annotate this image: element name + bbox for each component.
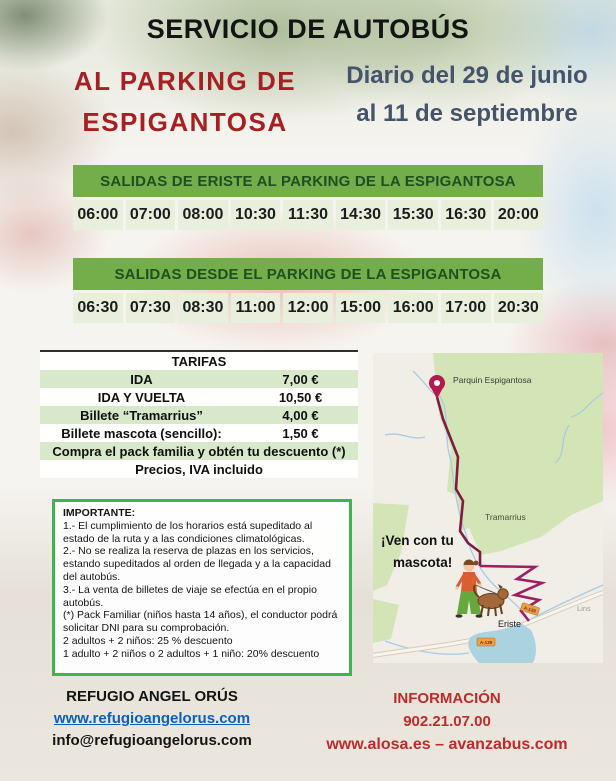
- time-cell: 07:00: [126, 200, 176, 230]
- important-line: (*) Pack Familiar (niños hasta 14 años), el conductor podrá solicitar DNI para su comprobación.: [63, 609, 338, 635]
- timetable-outbound-times: [73, 200, 543, 230]
- important-line: 3.- La venta de billetes de viaje se efectúa en el propio autobús.: [63, 583, 317, 609]
- time-cell: 06:00: [73, 200, 123, 230]
- important-line: 1 adulto + 2 niños o 2 adultos + 1 niño: 20% descuento: [63, 647, 320, 660]
- important-line: 1.- El cumplimiento de los horarios está supeditado al estado de la ruta y a las condiciones climatológicas.: [63, 519, 313, 545]
- important-line: 2.- No se realiza la reserva de plazas en los servicios, estando supeditados al orden de llegada y a la capacidad del autobús.: [63, 545, 331, 583]
- time-cell: 11:00: [231, 293, 281, 323]
- time-cell: 11:30: [283, 200, 333, 230]
- subtitle-line2: ESPIGANTOSA: [82, 107, 288, 137]
- map-label-parking: Parquin Espigantosa: [453, 375, 532, 385]
- tariffs-table: [40, 350, 358, 478]
- svg-text:A-139: A-139: [523, 605, 537, 614]
- timetable-return-header: SALIDAS DESDE EL PARKING DE LA ESPIGANTOSA: [73, 258, 543, 290]
- tariff-row: Billete mascota (sencillo): 1,50 €: [40, 424, 358, 442]
- svg-text:A-139: A-139: [479, 640, 493, 645]
- map-label-lins: Lins: [577, 604, 591, 613]
- time-cell: 15:00: [336, 293, 386, 323]
- mascota-slogan-line2: mascota!: [393, 555, 453, 570]
- important-title: IMPORTANTE:: [63, 507, 136, 519]
- subtitle-line1: AL PARKING DE: [73, 66, 297, 96]
- date-range: [328, 57, 606, 133]
- info-block: [307, 688, 587, 757]
- time-cell: 17:00: [441, 293, 491, 323]
- tariff-row: IDA Y VUELTA 10,50 €: [40, 388, 358, 406]
- map-label-eriste: Eriste: [498, 619, 522, 629]
- timetable-outbound: [73, 165, 543, 230]
- important-line: 2 adultos + 2 niños: 25 % descuento: [63, 634, 233, 647]
- time-cell: 08:00: [178, 200, 228, 230]
- page-title: SERVICIO DE AUTOBÚS: [146, 14, 470, 44]
- info-phone: 902.21.07.00: [403, 712, 491, 730]
- info-website: www.alosa.es – avanzabus.com: [326, 736, 568, 753]
- tariff-row: Billete “Tramarrius” 4,00 €: [40, 406, 358, 424]
- time-cell: 20:00: [494, 200, 544, 230]
- date-line1: Diario del 29 de junio: [346, 62, 588, 89]
- info-title: INFORMACIÓN: [393, 690, 501, 707]
- refuge-email: info@refugioangelorus.com: [52, 732, 252, 750]
- tariff-note-row: Precios, IVA incluido: [40, 460, 358, 478]
- timetable-outbound-header: SALIDAS DE ERISTE AL PARKING DE LA ESPIGANTOSA: [73, 165, 543, 197]
- time-cell: 14:30: [336, 200, 386, 230]
- route-map: [373, 353, 603, 663]
- refuge-name: REFUGIO ANGEL ORÚS: [66, 688, 238, 705]
- mascota-slogan-line1: ¡Ven con tu: [381, 533, 454, 548]
- timetable-return-times: [73, 293, 543, 323]
- time-cell: 12:00: [283, 293, 333, 323]
- subtitle-red: [40, 61, 330, 143]
- time-cell: 06:30: [73, 293, 123, 323]
- timetable-return: [73, 258, 543, 323]
- refuge-website-link[interactable]: www.refugioangelorus.com: [53, 710, 251, 728]
- tariff-row: IDA 7,00 €: [40, 370, 358, 388]
- time-cell: 15:30: [388, 200, 438, 230]
- tariffs-title: TARIFAS: [171, 353, 227, 369]
- time-cell: 10:30: [231, 200, 281, 230]
- contact-block: [27, 686, 277, 753]
- time-cell: 07:30: [126, 293, 176, 323]
- important-notes-box: [52, 499, 352, 676]
- time-cell: 08:30: [178, 293, 228, 323]
- time-cell: 20:30: [494, 293, 544, 323]
- map-label-tramarrius: Tramarrius: [485, 512, 526, 522]
- tariffs-header-row: [40, 352, 358, 370]
- time-cell: 16:30: [441, 200, 491, 230]
- time-cell: 16:00: [388, 293, 438, 323]
- date-line2: al 11 de septiembre: [356, 100, 578, 127]
- tariff-note-row: Compra el pack familia y obtén tu descuento (*): [40, 442, 358, 460]
- road-badge: [477, 638, 495, 646]
